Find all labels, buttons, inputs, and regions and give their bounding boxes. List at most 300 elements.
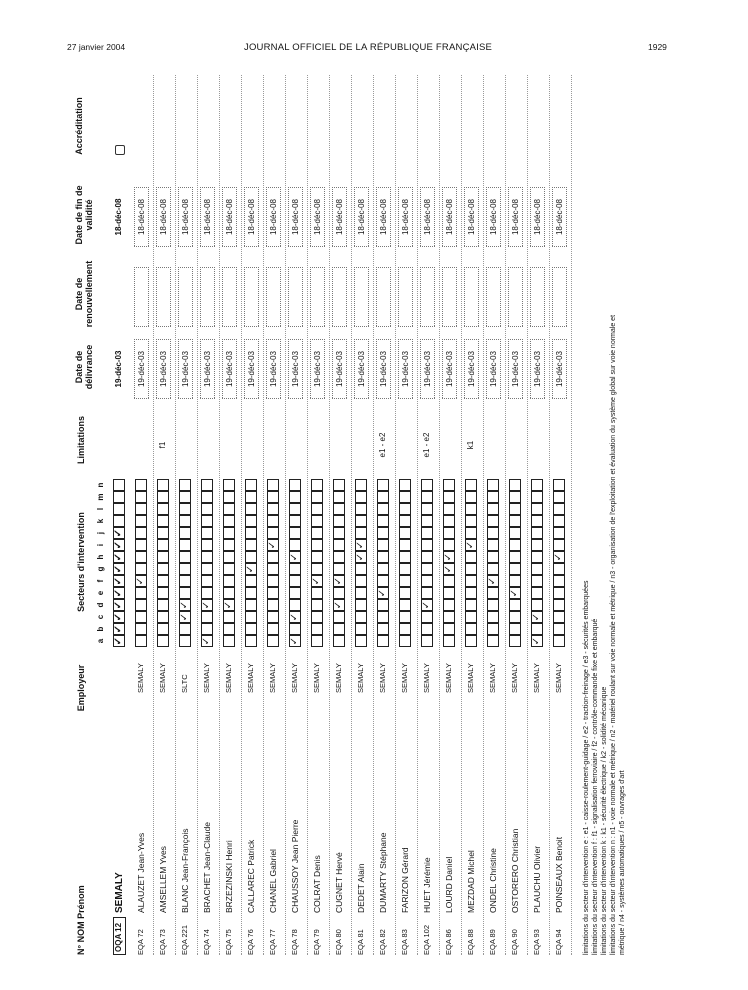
sector-checkbox[interactable] [487, 515, 499, 527]
sector-checkbox[interactable] [531, 599, 543, 611]
sector-checkbox[interactable] [157, 551, 169, 563]
sector-checkbox[interactable] [179, 623, 191, 635]
sector-checkbox[interactable] [135, 539, 147, 551]
sector-checkbox[interactable] [267, 527, 279, 539]
sector-checkbox[interactable] [245, 527, 257, 539]
sector-checkbox[interactable]: ✓ [113, 624, 124, 634]
sector-checkbox[interactable] [355, 635, 367, 647]
sector-checkbox[interactable] [509, 539, 521, 551]
sector-checkbox[interactable] [135, 479, 147, 491]
sector-checkbox[interactable] [289, 503, 301, 515]
sector-checkbox[interactable]: ✓ [179, 600, 190, 610]
sector-checkbox[interactable] [487, 491, 499, 503]
sector-checkbox[interactable] [201, 587, 213, 599]
sector-checkbox[interactable] [333, 479, 345, 491]
sector-checkbox[interactable] [421, 491, 433, 503]
sector-checkbox[interactable] [355, 575, 367, 587]
sector-checkbox[interactable] [179, 551, 191, 563]
sector-checkbox[interactable] [333, 539, 345, 551]
sector-checkbox[interactable] [223, 575, 235, 587]
sector-checkbox[interactable] [157, 479, 169, 491]
sector-checkbox[interactable] [179, 635, 191, 647]
sector-checkbox[interactable] [509, 479, 521, 491]
sector-checkbox[interactable] [355, 623, 367, 635]
sector-checkbox[interactable] [157, 527, 169, 539]
sector-checkbox[interactable] [223, 623, 235, 635]
sector-checkbox[interactable] [113, 503, 125, 515]
sector-checkbox[interactable] [267, 479, 279, 491]
sector-checkbox[interactable] [157, 587, 169, 599]
sector-checkbox[interactable] [399, 563, 411, 575]
sector-checkbox[interactable] [355, 527, 367, 539]
sector-checkbox[interactable] [289, 515, 301, 527]
sector-checkbox[interactable] [333, 551, 345, 563]
sector-checkbox[interactable] [465, 587, 477, 599]
sector-checkbox[interactable] [179, 503, 191, 515]
sector-checkbox[interactable] [179, 479, 191, 491]
sector-checkbox[interactable] [509, 491, 521, 503]
sector-checkbox[interactable] [531, 527, 543, 539]
sector-checkbox[interactable] [421, 551, 433, 563]
sector-checkbox[interactable] [487, 563, 499, 575]
sector-checkbox[interactable] [157, 575, 169, 587]
sector-checkbox[interactable] [289, 491, 301, 503]
sector-checkbox[interactable] [267, 611, 279, 623]
sector-checkbox[interactable] [245, 623, 257, 635]
sector-checkbox[interactable] [113, 491, 125, 503]
sector-checkbox[interactable] [465, 599, 477, 611]
sector-checkbox[interactable] [421, 539, 433, 551]
sector-checkbox[interactable] [531, 539, 543, 551]
sector-checkbox[interactable] [245, 539, 257, 551]
sector-checkbox[interactable]: ✓ [113, 528, 124, 538]
sector-checkbox[interactable] [333, 623, 345, 635]
sector-checkbox[interactable] [355, 491, 367, 503]
sector-checkbox[interactable] [487, 539, 499, 551]
sector-checkbox[interactable] [531, 587, 543, 599]
sector-checkbox[interactable] [355, 503, 367, 515]
sector-checkbox[interactable] [267, 575, 279, 587]
sector-checkbox[interactable] [157, 503, 169, 515]
sector-checkbox[interactable] [487, 635, 499, 647]
sector-checkbox[interactable] [465, 515, 477, 527]
sector-checkbox[interactable] [201, 491, 213, 503]
sector-checkbox[interactable] [311, 635, 323, 647]
sector-checkbox[interactable] [245, 551, 257, 563]
sector-checkbox[interactable] [223, 551, 235, 563]
sector-checkbox[interactable] [377, 527, 389, 539]
sector-checkbox[interactable] [377, 479, 389, 491]
sector-checkbox[interactable] [443, 635, 455, 647]
sector-checkbox[interactable] [333, 503, 345, 515]
sector-checkbox[interactable] [245, 587, 257, 599]
sector-checkbox[interactable] [399, 623, 411, 635]
sector-checkbox[interactable] [443, 611, 455, 623]
sector-checkbox[interactable] [443, 575, 455, 587]
sector-checkbox[interactable]: ✓ [113, 612, 124, 622]
sector-checkbox[interactable] [553, 479, 565, 491]
sector-checkbox[interactable] [487, 527, 499, 539]
sector-checkbox[interactable] [465, 635, 477, 647]
sector-checkbox[interactable] [377, 551, 389, 563]
sector-checkbox[interactable] [509, 551, 521, 563]
sector-checkbox[interactable]: ✓ [355, 540, 366, 550]
sector-checkbox[interactable] [311, 623, 323, 635]
sector-checkbox[interactable]: ✓ [443, 564, 454, 574]
sector-checkbox[interactable]: ✓ [113, 588, 124, 598]
sector-checkbox[interactable]: ✓ [179, 612, 190, 622]
end-date: 18-déc-08 [530, 187, 545, 247]
sector-checkbox[interactable] [487, 587, 499, 599]
sector-checkbox[interactable] [157, 635, 169, 647]
sector-checkbox[interactable] [245, 635, 257, 647]
sector-checkbox[interactable] [311, 551, 323, 563]
sector-checkbox[interactable] [223, 539, 235, 551]
sector-checkbox[interactable] [531, 623, 543, 635]
sector-checkbox[interactable]: ✓ [113, 540, 124, 550]
sector-checkbox[interactable] [399, 635, 411, 647]
sector-checkbox[interactable] [377, 539, 389, 551]
sector-checkbox[interactable] [487, 611, 499, 623]
sector-checkbox[interactable] [399, 539, 411, 551]
sector-checkbox[interactable] [553, 611, 565, 623]
sector-checkbox[interactable] [311, 611, 323, 623]
sector-checkbox[interactable] [553, 491, 565, 503]
sector-checkbox[interactable] [333, 635, 345, 647]
sector-checkbox[interactable] [399, 503, 411, 515]
sector-checkbox[interactable] [377, 491, 389, 503]
sector-checkbox[interactable] [399, 551, 411, 563]
sector-checkbox[interactable] [421, 623, 433, 635]
sector-checkbox[interactable] [377, 635, 389, 647]
sector-checkbox[interactable] [267, 587, 279, 599]
sector-checkbox[interactable] [311, 599, 323, 611]
sector-checkbox[interactable] [553, 539, 565, 551]
sector-checkbox[interactable] [179, 563, 191, 575]
sector-checkbox[interactable] [311, 479, 323, 491]
sector-checkbox[interactable] [465, 527, 477, 539]
sector-checkbox[interactable] [377, 611, 389, 623]
sector-checkbox[interactable] [267, 551, 279, 563]
sector-checkbox[interactable] [289, 575, 301, 587]
sector-checkbox[interactable]: ✓ [311, 576, 322, 586]
sector-checkbox[interactable] [399, 479, 411, 491]
sector-checkbox[interactable] [487, 623, 499, 635]
sector-checkbox[interactable] [399, 515, 411, 527]
sector-checkbox[interactable] [531, 491, 543, 503]
sector-checkbox[interactable]: ✓ [135, 576, 146, 586]
sector-checkbox[interactable] [355, 599, 367, 611]
sector-checkbox[interactable] [245, 491, 257, 503]
sector-checkbox[interactable] [223, 611, 235, 623]
sector-checkbox[interactable] [465, 491, 477, 503]
sector-checkbox[interactable] [289, 599, 301, 611]
sector-checkbox[interactable] [377, 563, 389, 575]
sector-checkbox[interactable] [135, 527, 147, 539]
sector-checkbox[interactable]: ✓ [531, 612, 542, 622]
sector-checkbox[interactable] [311, 491, 323, 503]
sector-checkbox[interactable] [179, 575, 191, 587]
sector-checkbox[interactable]: ✓ [223, 600, 234, 610]
sector-checkbox[interactable] [333, 587, 345, 599]
sector-checkbox[interactable] [531, 575, 543, 587]
sector-checkbox[interactable] [157, 515, 169, 527]
sector-checkbox[interactable] [135, 515, 147, 527]
sector-checkbox[interactable] [245, 575, 257, 587]
sector-checkbox[interactable] [531, 563, 543, 575]
sector-checkbox[interactable] [553, 527, 565, 539]
sector-checkbox[interactable] [157, 539, 169, 551]
sector-checkbox[interactable] [289, 479, 301, 491]
sector-checkbox[interactable] [179, 587, 191, 599]
sector-checkbox[interactable] [333, 515, 345, 527]
sector-checkbox[interactable] [399, 587, 411, 599]
sector-checkbox[interactable] [355, 479, 367, 491]
sector-checkbox[interactable] [531, 503, 543, 515]
sector-checkbox[interactable] [509, 635, 521, 647]
sector-checkbox[interactable] [135, 623, 147, 635]
sector-checkbox[interactable] [223, 515, 235, 527]
sector-checkbox[interactable] [531, 551, 543, 563]
sector-checkbox[interactable] [443, 515, 455, 527]
sector-checkbox[interactable] [135, 491, 147, 503]
sector-checkbox[interactable] [465, 611, 477, 623]
sector-checkbox[interactable] [223, 491, 235, 503]
sector-checkbox[interactable] [487, 599, 499, 611]
sector-checkbox[interactable] [267, 491, 279, 503]
sector-checkbox[interactable] [399, 599, 411, 611]
sector-checkbox[interactable] [135, 587, 147, 599]
sector-checkbox[interactable]: ✓ [377, 588, 388, 598]
sector-checkbox[interactable] [443, 491, 455, 503]
sector-checkbox[interactable]: ✓ [443, 552, 454, 562]
sector-checkbox[interactable]: ✓ [245, 564, 256, 574]
sector-checkbox[interactable] [289, 563, 301, 575]
sector-checkbox[interactable]: ✓ [289, 636, 300, 646]
sector-checkbox[interactable]: ✓ [553, 552, 564, 562]
sector-checkbox[interactable] [553, 635, 565, 647]
sector-checkbox[interactable]: ✓ [201, 636, 212, 646]
sector-checkbox[interactable] [157, 623, 169, 635]
sector-checkbox[interactable] [179, 515, 191, 527]
sector-checkbox[interactable] [377, 503, 389, 515]
sector-checkbox[interactable] [179, 539, 191, 551]
sector-checkbox[interactable] [465, 623, 477, 635]
sector-checkbox[interactable] [355, 563, 367, 575]
sector-checkbox[interactable]: ✓ [289, 612, 300, 622]
sector-checkbox[interactable] [421, 587, 433, 599]
sector-checkbox[interactable] [201, 611, 213, 623]
sector-checkbox[interactable] [267, 635, 279, 647]
sector-checkbox[interactable] [157, 491, 169, 503]
sector-checkbox[interactable] [399, 491, 411, 503]
sector-checkbox[interactable] [223, 479, 235, 491]
sector-checkbox[interactable] [509, 611, 521, 623]
sector-checkbox[interactable] [443, 527, 455, 539]
sector-checkbox[interactable] [509, 503, 521, 515]
sector-checkbox[interactable] [443, 479, 455, 491]
sector-checkbox[interactable] [377, 599, 389, 611]
sector-checkbox[interactable] [377, 515, 389, 527]
sector-checkbox[interactable] [465, 551, 477, 563]
sector-checkbox[interactable] [311, 539, 323, 551]
sector-checkbox[interactable] [377, 623, 389, 635]
sector-checkbox[interactable] [311, 587, 323, 599]
sector-checkbox[interactable] [553, 503, 565, 515]
sector-checkbox[interactable]: ✓ [201, 600, 212, 610]
sector-checkbox[interactable] [355, 515, 367, 527]
sector-checkbox[interactable] [201, 479, 213, 491]
sector-checkbox[interactable] [113, 515, 125, 527]
sector-checkbox[interactable] [553, 587, 565, 599]
sector-checkbox[interactable] [443, 587, 455, 599]
sector-checkbox[interactable] [355, 587, 367, 599]
sector-checkbox[interactable] [531, 479, 543, 491]
sector-checkbox[interactable] [135, 551, 147, 563]
sector-checkbox[interactable] [421, 479, 433, 491]
sector-checkbox[interactable] [289, 527, 301, 539]
sector-checkbox[interactable] [267, 599, 279, 611]
sector-checkbox[interactable]: ✓ [333, 600, 344, 610]
sector-checkbox[interactable] [201, 551, 213, 563]
sector-checkbox[interactable] [465, 503, 477, 515]
sector-checkbox[interactable] [509, 599, 521, 611]
sector-checkbox[interactable]: ✓ [267, 540, 278, 550]
sector-checkbox[interactable]: ✓ [509, 588, 520, 598]
sector-checkbox[interactable] [553, 515, 565, 527]
sector-checkbox[interactable] [135, 599, 147, 611]
sector-checkbox[interactable] [311, 563, 323, 575]
sector-checkbox[interactable] [399, 611, 411, 623]
sector-checkbox[interactable] [267, 563, 279, 575]
sector-checkbox[interactable] [223, 587, 235, 599]
sector-checkbox[interactable] [487, 503, 499, 515]
sector-checkbox[interactable] [201, 539, 213, 551]
sector-checkbox[interactable] [509, 575, 521, 587]
sector-checkbox[interactable] [443, 623, 455, 635]
sector-checkbox[interactable] [487, 551, 499, 563]
sector-checkbox[interactable] [465, 575, 477, 587]
sector-checkbox[interactable] [267, 515, 279, 527]
table-row [528, 75, 548, 955]
sector-checkbox[interactable] [201, 563, 213, 575]
sector-checkbox[interactable]: ✓ [113, 636, 124, 646]
sector-checkbox[interactable] [201, 623, 213, 635]
sector-checkbox[interactable] [201, 503, 213, 515]
renewal-date [354, 267, 369, 327]
sector-checkbox[interactable] [179, 491, 191, 503]
sector-checkbox[interactable] [553, 599, 565, 611]
sector-checkbox[interactable]: ✓ [421, 600, 432, 610]
sector-letter: d [96, 602, 105, 608]
sector-checkbox[interactable] [465, 479, 477, 491]
sector-checkbox[interactable] [553, 623, 565, 635]
sector-checkbox[interactable]: ✓ [113, 600, 124, 610]
sector-checkbox[interactable] [179, 527, 191, 539]
sector-checkbox[interactable] [465, 563, 477, 575]
sector-checkbox[interactable] [289, 587, 301, 599]
sector-checkbox[interactable] [245, 515, 257, 527]
sector-checkbox[interactable] [223, 563, 235, 575]
sector-checkbox[interactable] [201, 527, 213, 539]
sector-checkbox[interactable] [245, 503, 257, 515]
sector-checkbox[interactable] [311, 503, 323, 515]
sector-checkbox[interactable] [421, 575, 433, 587]
sector-checkbox[interactable] [377, 575, 389, 587]
sector-checkbox[interactable] [223, 527, 235, 539]
sector-checkbox[interactable] [443, 599, 455, 611]
accreditation-checkbox[interactable] [115, 145, 125, 155]
sector-checkbox[interactable] [553, 575, 565, 587]
sector-checkbox[interactable] [421, 563, 433, 575]
sector-checkbox[interactable] [267, 503, 279, 515]
sector-checkbox[interactable] [311, 515, 323, 527]
sector-checkbox[interactable] [509, 527, 521, 539]
sector-checkbox[interactable] [245, 599, 257, 611]
sector-checkbox[interactable] [223, 503, 235, 515]
sector-checkbox[interactable] [267, 623, 279, 635]
sector-checkbox[interactable] [421, 527, 433, 539]
sector-checkbox[interactable] [531, 515, 543, 527]
sector-checkbox[interactable] [157, 563, 169, 575]
sector-checkbox[interactable] [157, 599, 169, 611]
sector-checkbox[interactable] [421, 635, 433, 647]
sector-checkbox[interactable] [443, 539, 455, 551]
sector-checkbox[interactable] [135, 635, 147, 647]
sector-checkbox[interactable]: ✓ [531, 636, 542, 646]
sector-checkbox[interactable] [333, 527, 345, 539]
sector-checkbox[interactable] [509, 515, 521, 527]
sector-checkbox[interactable] [355, 611, 367, 623]
sector-checkbox[interactable] [333, 491, 345, 503]
sector-checkbox[interactable]: ✓ [113, 552, 124, 562]
sector-checkbox[interactable] [333, 611, 345, 623]
sector-checkbox[interactable] [509, 623, 521, 635]
sector-checkbox[interactable] [135, 611, 147, 623]
sector-checkbox[interactable]: ✓ [487, 576, 498, 586]
sector-checkbox[interactable] [245, 611, 257, 623]
sector-checkbox[interactable] [509, 563, 521, 575]
sector-checkbox[interactable] [443, 503, 455, 515]
sector-checkbox[interactable] [223, 635, 235, 647]
sector-checkbox[interactable] [113, 479, 125, 491]
sector-checkbox[interactable] [487, 479, 499, 491]
renewal-date [530, 267, 545, 327]
sector-checkbox[interactable] [421, 611, 433, 623]
sector-checkbox[interactable] [421, 515, 433, 527]
sector-checkbox[interactable] [421, 503, 433, 515]
sector-checkbox[interactable] [399, 527, 411, 539]
sector-checkbox[interactable]: ✓ [333, 576, 344, 586]
sector-checkbox[interactable] [289, 623, 301, 635]
sector-checkbox[interactable] [333, 563, 345, 575]
sector-checkbox[interactable] [157, 611, 169, 623]
sector-checkbox[interactable] [245, 479, 257, 491]
sector-checkbox[interactable]: ✓ [355, 552, 366, 562]
sector-checkbox[interactable]: ✓ [289, 552, 300, 562]
sector-checkbox[interactable]: ✓ [465, 540, 476, 550]
sector-checkbox[interactable]: ✓ [113, 564, 124, 574]
sector-checkbox[interactable]: ✓ [113, 576, 124, 586]
sector-checkbox[interactable] [201, 515, 213, 527]
sector-checkbox[interactable] [201, 575, 213, 587]
sector-checkbox[interactable] [135, 503, 147, 515]
sector-checkbox[interactable] [135, 563, 147, 575]
sector-checkbox[interactable] [311, 527, 323, 539]
sector-checkbox[interactable] [289, 539, 301, 551]
sector-checkbox[interactable] [399, 575, 411, 587]
sector-checkbox[interactable] [553, 563, 565, 575]
